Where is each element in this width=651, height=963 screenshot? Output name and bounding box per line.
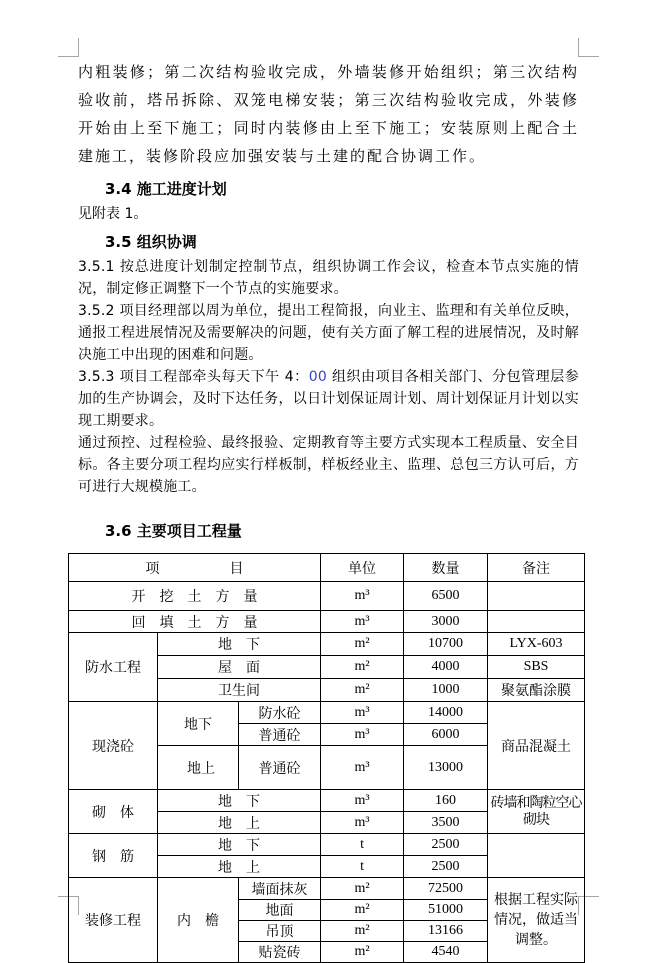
page-corner-mark-top-right [578,38,599,57]
group-cast-concrete: 现浇砼 [69,702,158,790]
cell-item: 普通砼 [239,746,321,790]
cell-qty: 3000 [404,611,488,633]
cell-qty: 1000 [404,679,488,702]
cell-unit: m² [321,679,404,702]
cell-item: 地 下 [158,633,321,656]
cell-note: LYX-603 [488,633,585,656]
paragraph-decoration-sequence: 内粗装修；第二次结构验收完成，外墙装修开始组织；第三次结构验收前，塔吊拆除、双笼电梯安装；第三次结构验收完成，外装修开始由上至下施工；同时内装修由上至下施工；安装原则上配合土建施工，装修阶段应加强安装与土建的配合协调工作。 [78,63,579,165]
cell-unit: m³ [321,724,404,746]
paragraph-3-5-3 [78,366,579,432]
cell-subgroup: 内 檐 [158,878,239,963]
cell-item: 地 上 [158,812,321,834]
paragraph-3-5-3-lead: 3.5.3 项目工程部牵头每天下午 4： [78,369,309,385]
paragraph-quality-goals: 通过预控、过程检验、最终报验、定期教育等主要方式实现本工程质量、安全目标。各主要分项工程均应实行样板制，样板经业主、监理、总包三方认可后，方可进行大规模施工。 [78,435,579,495]
cell-qty: 2500 [404,834,488,856]
cell-note: 根据工程实际情况，做适当调整。 [488,878,585,963]
cell-item: 吊顶 [239,921,321,942]
cell-qty: 160 [404,790,488,812]
cell-item: 地 下 [158,834,321,856]
group-rebar: 钢 筋 [69,834,158,878]
paragraph-3-5-1: 3.5.1 按总进度计划制定控制节点，组织协调工作会议，检查本节点实施的情况，制定修正调整下一个节点的实施要求。 [78,259,579,297]
cell-note: 聚氨酯涂膜 [488,679,585,702]
cell-item: 回 填 土 方 量 [69,611,321,633]
table-row [69,611,585,633]
header-qty: 数量 [404,554,488,582]
cell-unit: m² [321,656,404,679]
cell-unit: m² [321,921,404,942]
header-note: 备注 [488,554,585,582]
see-attached-table-note: 见附表 1。 [78,206,148,222]
group-decoration: 装修工程 [69,878,158,963]
cell-item: 卫生间 [158,679,321,702]
cell-unit: m³ [321,702,404,724]
cell-note [488,611,585,633]
cell-qty: 14000 [404,702,488,724]
cell-item: 地 下 [158,790,321,812]
page-corner-mark-top-left [58,38,79,57]
cell-item: 屋 面 [158,656,321,679]
cell-unit: m³ [321,790,404,812]
quantities-table [68,553,585,963]
cell-qty: 13166 [404,921,488,942]
meeting-time-value: 00 [308,369,327,385]
heading-3-5-coordination: 3.5 组织协调 [105,233,197,251]
paragraph-3-5-2: 3.5.2 项目经理部以周为单位，提出工程简报，向业主、监理和有关单位反映，通报工程进展情况及需要解决的问题，使有关方面了解工程的进展情况，及时解决施工中出现的困难和问题。 [78,303,579,363]
cell-unit: t [321,856,404,878]
cell-qty: 4540 [404,942,488,963]
cell-item: 防水砼 [239,702,321,724]
cell-qty: 10700 [404,633,488,656]
group-masonry: 砌 体 [69,790,158,834]
cell-item: 地面 [239,900,321,921]
paragraph-3-5-3-rest: 组织由项目各相关部门、分包管理层参加的生产协调会，及时下达任务，以日计划保证周计划、周计划保证月计划以实现工期要求。 [78,369,579,429]
cell-note: 商品混凝土 [488,702,585,790]
cell-unit: m³ [321,611,404,633]
cell-qty: 6500 [404,582,488,611]
cell-note [488,834,585,878]
cell-qty: 51000 [404,900,488,921]
cell-note: 砖墙和陶粒空心砌块 [488,790,585,834]
table-row [69,790,585,812]
table-header-row [69,554,585,582]
table-row [69,702,585,724]
cell-unit: m² [321,900,404,921]
table-row [69,582,585,611]
cell-qty: 72500 [404,878,488,900]
heading-3-4-schedule: 3.4 施工进度计划 [105,180,227,198]
cell-qty: 2500 [404,856,488,878]
cell-unit: m² [321,878,404,900]
cell-qty: 13000 [404,746,488,790]
table-row [69,878,585,900]
document-content [78,58,582,963]
cell-qty: 3500 [404,812,488,834]
heading-3-6-quantities: 3.6 主要项目工程量 [105,522,242,540]
table-row [69,834,585,856]
cell-qty: 4000 [404,656,488,679]
cell-item: 贴瓷砖 [239,942,321,963]
cell-item: 墙面抹灰 [239,878,321,900]
cell-unit: m² [321,942,404,963]
cell-location: 地上 [158,746,239,790]
header-item: 项 目 [69,554,321,582]
cell-note: SBS [488,656,585,679]
group-waterproof: 防水工程 [69,633,158,702]
cell-item: 开 挖 土 方 量 [69,582,321,611]
cell-item: 地 上 [158,856,321,878]
cell-unit: m² [321,633,404,656]
cell-note [488,582,585,611]
table-row [69,633,585,656]
cell-location: 地下 [158,702,239,746]
cell-unit: m³ [321,812,404,834]
cell-item: 普通砼 [239,724,321,746]
cell-unit: m³ [321,746,404,790]
cell-qty: 6000 [404,724,488,746]
cell-unit: m³ [321,582,404,611]
cell-unit: t [321,834,404,856]
header-unit: 单位 [321,554,404,582]
